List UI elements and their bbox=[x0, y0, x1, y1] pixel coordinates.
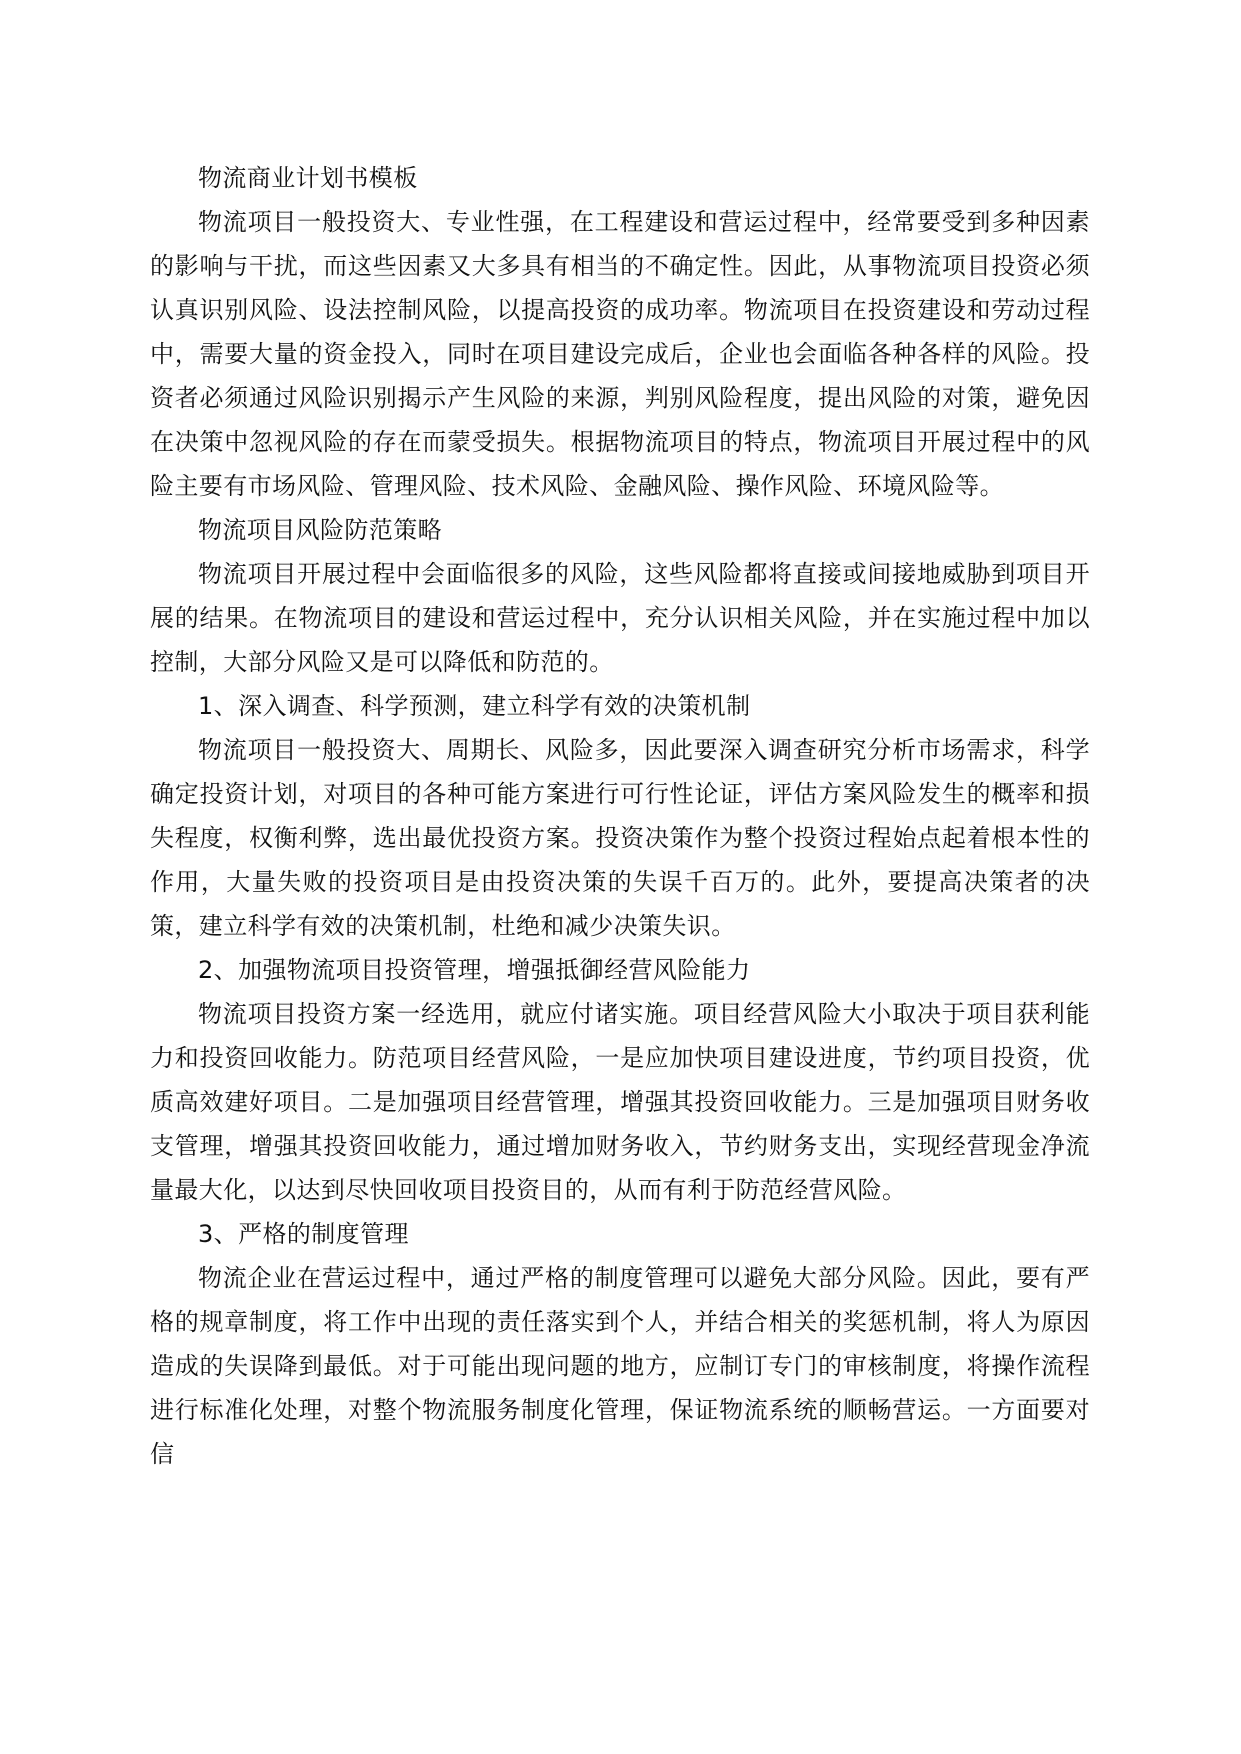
section-heading-system-management: 3、严格的制度管理 bbox=[198, 1220, 409, 1248]
document-title: 物流商业计划书模板 bbox=[198, 164, 418, 192]
section-heading-investment-management: 2、加强物流项目投资管理，增强抵御经营风险能力 bbox=[198, 956, 751, 984]
paragraph-risk-strategy: 物流项目开展过程中会面临很多的风险，这些风险都将直接或间接地威胁到项目开展的结果。在物流项目的建设和营运过程中，充分认识相关风险，并在实施过程中加以控制，大部分风险又是可以降低和防范的。 bbox=[150, 560, 1090, 676]
section-heading-risk-strategy: 物流项目风险防范策略 bbox=[198, 516, 442, 544]
paragraph-investment-management: 物流项目投资方案一经选用，就应付诸实施。项目经营风险大小取决于项目获利能力和投资回收能力。防范项目经营风险，一是应加快项目建设进度，节约项目投资，优质高效建好项目。二是加强项目经营管理，增强其投资回收能力。三是加强项目财务收支管理，增强其投资回收能力，通过增加财务收入，节约财务支出，实现经营现金净流量最大化，以达到尽快回收项目投资目的，从而有利于防范经营风险。 bbox=[150, 1000, 1090, 1204]
paragraph-decision-mechanism: 物流项目一般投资大、周期长、风险多，因此要深入调查研究分析市场需求，科学确定投资计划，对项目的各种可能方案进行可行性论证，评估方案风险发生的概率和损失程度，权衡利弊，选出最优投资方案。投资决策作为整个投资过程始点起着根本性的作用，大量失败的投资项目是由投资决策的失误千百万的。此外，要提高决策者的决策，建立科学有效的决策机制，杜绝和减少决策失识。 bbox=[150, 736, 1090, 940]
paragraph-risk-overview: 物流项目一般投资大、专业性强，在工程建设和营运过程中，经常要受到多种因素的影响与干扰，而这些因素又大多具有相当的不确定性。因此，从事物流项目投资必须认真识别风险、设法控制风险，以提高投资的成功率。物流项目在投资建设和劳动过程中，需要大量的资金投入，同时在项目建设完成后，企业也会面临各种各样的风险。投资者必须通过风险识别揭示产生风险的来源，判别风险程度，提出风险的对策，避免因在决策中忽视风险的存在而蒙受损失。根据物流项目的特点，物流项目开展过程中的风险主要有市场风险、管理风险、技术风险、金融风险、操作风险、环境风险等。 bbox=[150, 208, 1090, 500]
paragraph-system-management: 物流企业在营运过程中，通过严格的制度管理可以避免大部分风险。因此，要有严格的规章制度，将工作中出现的责任落实到个人，并结合相关的奖惩机制，将人为原因造成的失误降到最低。对于可能出现问题的地方，应制订专门的审核制度，将操作流程进行标准化处理，对整个物流服务制度化管理，保证物流系统的顺畅营运。一方面要对信 bbox=[150, 1264, 1090, 1468]
document-body bbox=[150, 156, 1090, 1476]
section-heading-decision-mechanism: 1、深入调查、科学预测，建立科学有效的决策机制 bbox=[198, 692, 751, 720]
